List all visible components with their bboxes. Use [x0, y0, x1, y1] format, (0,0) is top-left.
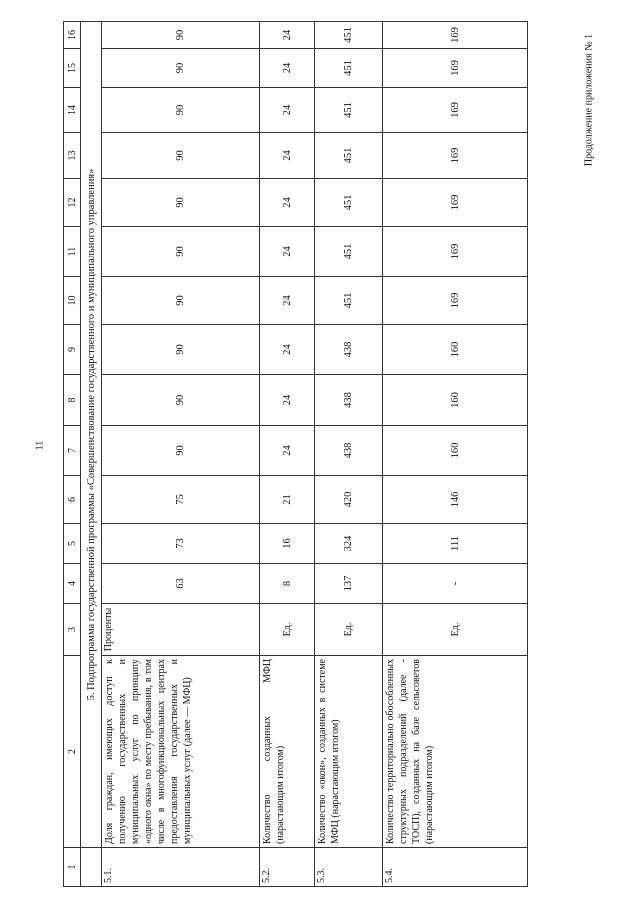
row-value: 90 — [102, 426, 260, 476]
column-number: 6 — [64, 476, 81, 524]
appendix-label: Продолжение приложения № 1 — [583, 33, 595, 167]
row-indicator-name: Количество созданных МФЦ (нарастающим итогом) — [260, 656, 315, 848]
row-value: 90 — [102, 277, 260, 325]
row-value: 146 — [383, 476, 528, 524]
row-value: 324 — [315, 524, 383, 564]
column-number: 14 — [64, 88, 81, 133]
row-index: 5.4. — [383, 848, 528, 887]
row-value: 24 — [260, 277, 315, 325]
column-number: 2 — [64, 656, 81, 848]
row-value: 169 — [383, 88, 528, 133]
column-number: 1 — [64, 848, 81, 887]
row-value: 24 — [260, 88, 315, 133]
row-indicator-name: Доля граждан, имеющих доступ к получению государственных и муниципальных услуг по принципу «одного окна» по месту пребывания, в том числе в многофункциональных центрах предоставления государственных и муниципальных услуг (далее — МФЦ) — [102, 656, 260, 848]
row-value: 24 — [260, 375, 315, 426]
row-value: 451 — [315, 133, 383, 179]
table-row — [102, 22, 260, 887]
row-value: 24 — [260, 133, 315, 179]
column-number: 5 — [64, 524, 81, 564]
table-row — [315, 22, 383, 887]
row-unit: Ед. — [260, 604, 315, 656]
section-title: 5. Подпрограмма государственной программы «Совершенствование государственного и муниципального управления» — [81, 22, 102, 848]
row-value: - — [383, 564, 528, 604]
row-value: 24 — [260, 227, 315, 277]
row-value: 75 — [102, 476, 260, 524]
row-index: 5.1. — [102, 848, 260, 887]
row-value: 24 — [260, 49, 315, 88]
column-number: 3 — [64, 604, 81, 656]
column-number: 15 — [64, 49, 81, 88]
column-number: 4 — [64, 564, 81, 604]
column-number: 13 — [64, 133, 81, 179]
row-value: 90 — [102, 88, 260, 133]
row-value: 63 — [102, 564, 260, 604]
row-value: 24 — [260, 325, 315, 375]
row-value: 90 — [102, 325, 260, 375]
row-value: 438 — [315, 375, 383, 426]
row-unit: Ед. — [383, 604, 528, 656]
row-value: 169 — [383, 227, 528, 277]
column-number: 10 — [64, 277, 81, 325]
section-empty-cell — [81, 848, 102, 887]
row-value: 24 — [260, 22, 315, 49]
table-row — [383, 22, 528, 887]
row-value: 16 — [260, 524, 315, 564]
row-unit: Проценты — [102, 604, 260, 656]
row-value: 73 — [102, 524, 260, 564]
row-value: 24 — [260, 179, 315, 227]
page-number: 11 — [34, 440, 46, 451]
row-value: 160 — [383, 325, 528, 375]
row-value: 451 — [315, 22, 383, 49]
row-index: 5.2. — [260, 848, 315, 887]
row-value: 90 — [102, 22, 260, 49]
row-unit: Ед. — [315, 604, 383, 656]
row-value: 90 — [102, 375, 260, 426]
row-value: 451 — [315, 88, 383, 133]
row-value: 451 — [315, 179, 383, 227]
row-value: 137 — [315, 564, 383, 604]
row-value: 160 — [383, 375, 528, 426]
column-number-row — [64, 22, 81, 887]
row-value: 169 — [383, 49, 528, 88]
row-value: 90 — [102, 49, 260, 88]
rotated-table-sheet — [63, 22, 583, 887]
row-value: 169 — [383, 133, 528, 179]
row-value: 451 — [315, 277, 383, 325]
row-value: 420 — [315, 476, 383, 524]
table-row — [260, 22, 315, 887]
section-row — [81, 22, 102, 887]
column-number: 11 — [64, 227, 81, 277]
row-value: 90 — [102, 227, 260, 277]
row-value: 438 — [315, 426, 383, 476]
column-number: 7 — [64, 426, 81, 476]
row-value: 438 — [315, 325, 383, 375]
row-indicator-name: Количество территориально обособленных структурных подразделений (далее - ТОСП), созданных на базе сельсоветов (нарастающим итогом) — [383, 656, 528, 848]
column-number: 9 — [64, 325, 81, 375]
row-indicator-name: Количество «окон», созданных в системе МФЦ (нарастающим итогом) — [315, 656, 383, 848]
row-value: 169 — [383, 22, 528, 49]
row-index: 5.3. — [315, 848, 383, 887]
row-value: 169 — [383, 179, 528, 227]
row-value: 24 — [260, 426, 315, 476]
row-value: 8 — [260, 564, 315, 604]
row-value: 169 — [383, 277, 528, 325]
row-value: 90 — [102, 179, 260, 227]
row-value: 111 — [383, 524, 528, 564]
column-number: 16 — [64, 22, 81, 49]
row-value: 160 — [383, 426, 528, 476]
row-value: 21 — [260, 476, 315, 524]
indicators-table — [63, 21, 528, 887]
column-number: 8 — [64, 375, 81, 426]
column-number: 12 — [64, 179, 81, 227]
row-value: 90 — [102, 133, 260, 179]
row-value: 451 — [315, 227, 383, 277]
row-value: 451 — [315, 49, 383, 88]
